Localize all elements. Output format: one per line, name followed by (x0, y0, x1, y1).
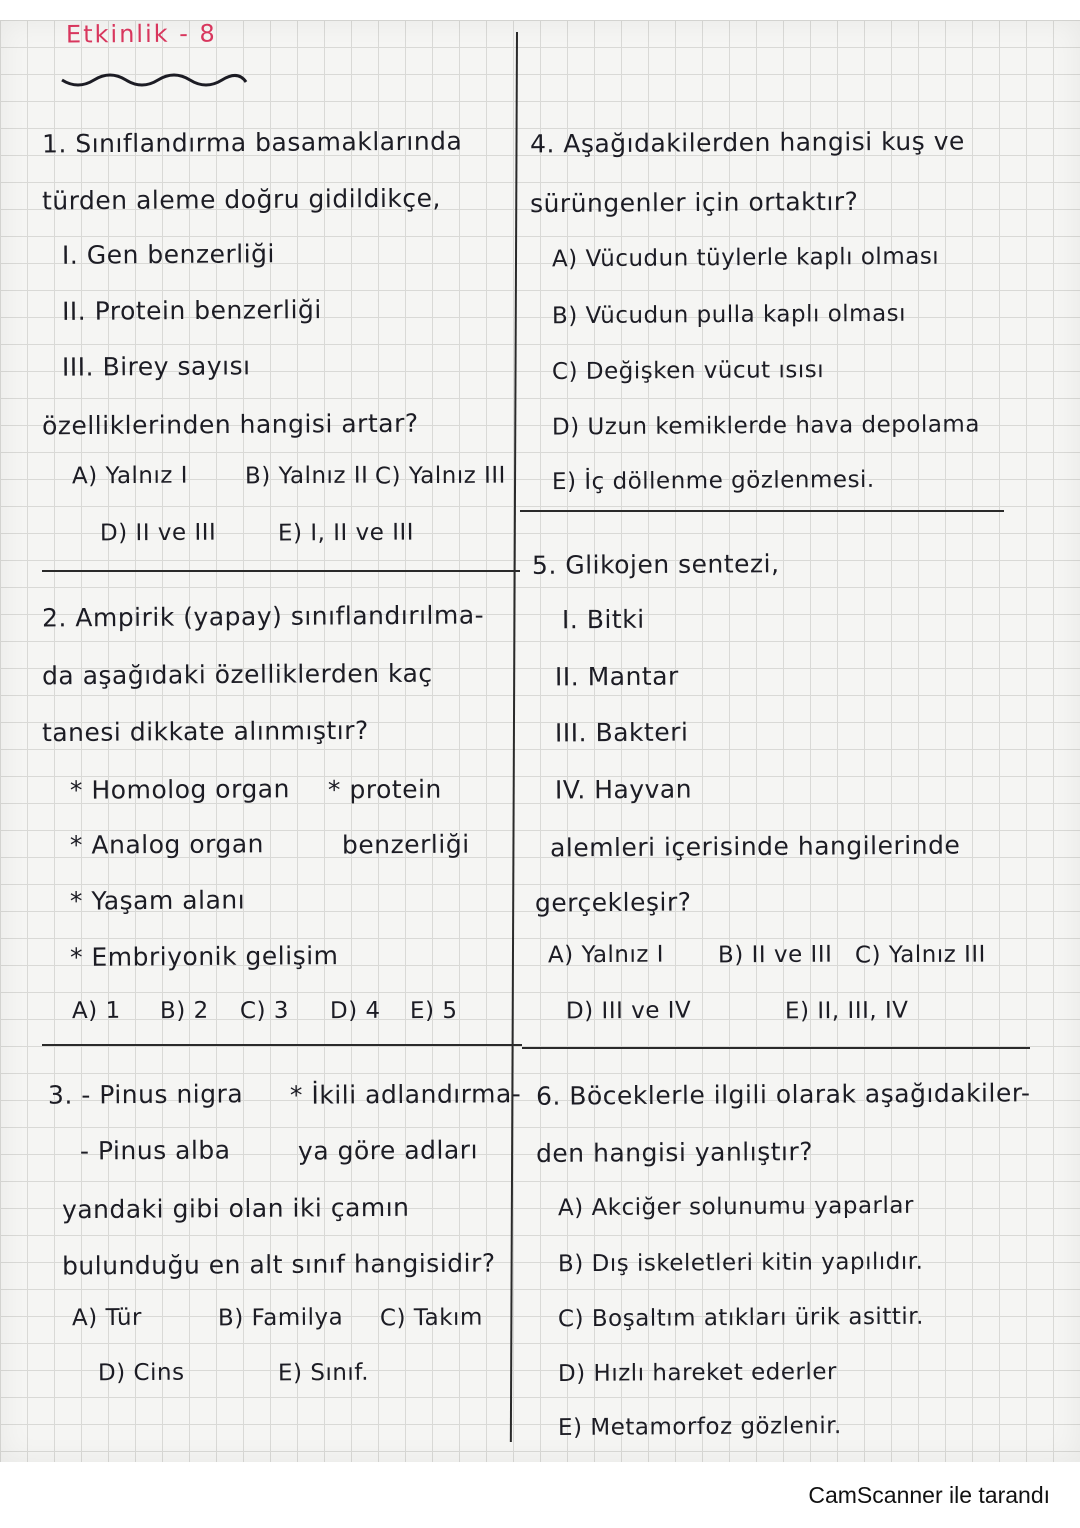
q1-item-3: III. Birey sayısı (61, 351, 251, 382)
q5-option-e: E) II, III, IV (784, 997, 909, 1025)
q2-option-c: C) 3 (239, 997, 290, 1025)
q5-item-2: II. Mantar (554, 661, 679, 692)
q1-option-c: C) Yalnız III (374, 462, 507, 490)
q2-item-protein-cont: benzerliği (341, 829, 470, 860)
q4-option-a: A) Vücudun tüylerle kaplı olması (551, 243, 940, 273)
q5-option-b: B) II ve III (717, 941, 833, 969)
q2-item-protein: * protein (327, 774, 442, 805)
title-underline-squiggle (60, 72, 250, 94)
q1-option-e: E) I, II ve III (277, 519, 415, 547)
q2-item-habitat: * Yaşam alanı (69, 885, 246, 916)
q1-tail: özelliklerinden hangisi artar? (41, 408, 419, 441)
q4-option-d: D) Uzun kemiklerde hava depolama (551, 411, 980, 441)
q5-tail-2: gerçekleşir? (534, 887, 692, 918)
q5-item-4: IV. Hayvan (554, 774, 693, 805)
q2-line-3: tanesi dikkate alınmıştır? (41, 715, 369, 748)
q3-line-2: - Pinus alba (79, 1135, 231, 1166)
notebook-page (0, 20, 1080, 1462)
q6-option-b: B) Dış iskeletleri kitin yapılıdır. (557, 1248, 924, 1278)
q4-line-1: 4. Aşağıdakilerden hangisi kuş ve (529, 126, 965, 159)
q6-line-2: den hangisi yanlıştır? (535, 1137, 814, 1168)
q4-line-2: sürüngenler için ortaktır? (529, 186, 859, 219)
q2-option-d: D) 4 (329, 997, 381, 1025)
horizontal-divider-q4 (520, 510, 1004, 512)
q3-option-e: E) Sınıf. (277, 1359, 370, 1387)
q1-item-2: II. Protein benzerliği (61, 295, 322, 326)
horizontal-divider-q5 (522, 1047, 1030, 1049)
q2-option-a: A) 1 (71, 997, 121, 1025)
q1-item-1: I. Gen benzerliği (61, 239, 276, 270)
q6-option-d: D) Hızlı hareket ederler (557, 1359, 838, 1387)
q5-option-a: A) Yalnız I (547, 941, 665, 969)
q1-option-b: B) Yalnız II (244, 462, 369, 490)
q6-option-a: A) Akciğer solunumu yaparlar (557, 1192, 914, 1222)
q3-option-a: A) Tür (71, 1304, 143, 1332)
q1-line-1: 1. Sınıflandırma basamaklarında (41, 126, 463, 159)
q2-option-b: B) 2 (159, 997, 209, 1025)
q5-line-1: 5. Glikojen sentezi, (531, 549, 780, 580)
q6-option-c: C) Boşaltım atıkları ürik asittir. (557, 1303, 924, 1333)
q2-line-1: 2. Ampirik (yapay) sınıflandırılma- (41, 600, 485, 633)
horizontal-divider-q1 (42, 570, 520, 572)
q5-item-3: III. Bakteri (554, 717, 689, 748)
q3-line-3: yandaki gibi olan iki çamın (61, 1192, 410, 1225)
q1-line-2: türden aleme doğru gidildikçe, (41, 183, 442, 216)
q2-item-embryo: * Embriyonik gelişim (69, 941, 339, 972)
page-title: Etkinlik - 8 (65, 19, 217, 49)
q4-option-c: C) Değişken vücut ısısı (551, 357, 825, 385)
q1-option-a: A) Yalnız I (71, 462, 189, 490)
q6-option-e: E) Metamorfoz gözlenir. (557, 1413, 842, 1441)
q3-line-4: bulunduğu en alt sınıf hangisidir? (61, 1248, 496, 1281)
q4-option-e: E) İç döllenme gözlenmesi. (551, 466, 875, 496)
q3-line-2b: ya göre adları (297, 1135, 479, 1166)
q2-item-analog: * Analog organ (69, 829, 265, 860)
scanner-watermark: CamScanner ile tarandı (808, 1482, 1050, 1508)
q3-option-d: D) Cins (97, 1359, 185, 1387)
q3-option-b: B) Familya (217, 1304, 344, 1332)
q3-line-1: 3. - Pinus nigra (47, 1079, 244, 1110)
q1-option-d: D) II ve III (99, 519, 217, 547)
q2-option-e: E) 5 (409, 997, 458, 1025)
q6-line-1: 6. Böceklerle ilgili olarak aşağıdakiler- (535, 1078, 1031, 1111)
q5-item-1: I. Bitki (561, 604, 645, 635)
q5-option-d: D) III ve IV (565, 997, 692, 1025)
q5-tail-1: alemleri içerisinde hangilerinde (549, 830, 961, 863)
horizontal-divider-q2 (42, 1044, 522, 1046)
q3-line-1b: * İkili adlandırma- (289, 1079, 522, 1110)
q3-option-c: C) Takım (379, 1304, 483, 1332)
q5-option-c: C) Yalnız III (854, 941, 987, 969)
vertical-divider (510, 32, 518, 1442)
q2-line-2: da aşağıdaki özelliklerden kaç (41, 658, 433, 691)
q2-item-homolog: * Homolog organ (69, 774, 291, 805)
q4-option-b: B) Vücudun pulla kaplı olması (551, 300, 907, 330)
